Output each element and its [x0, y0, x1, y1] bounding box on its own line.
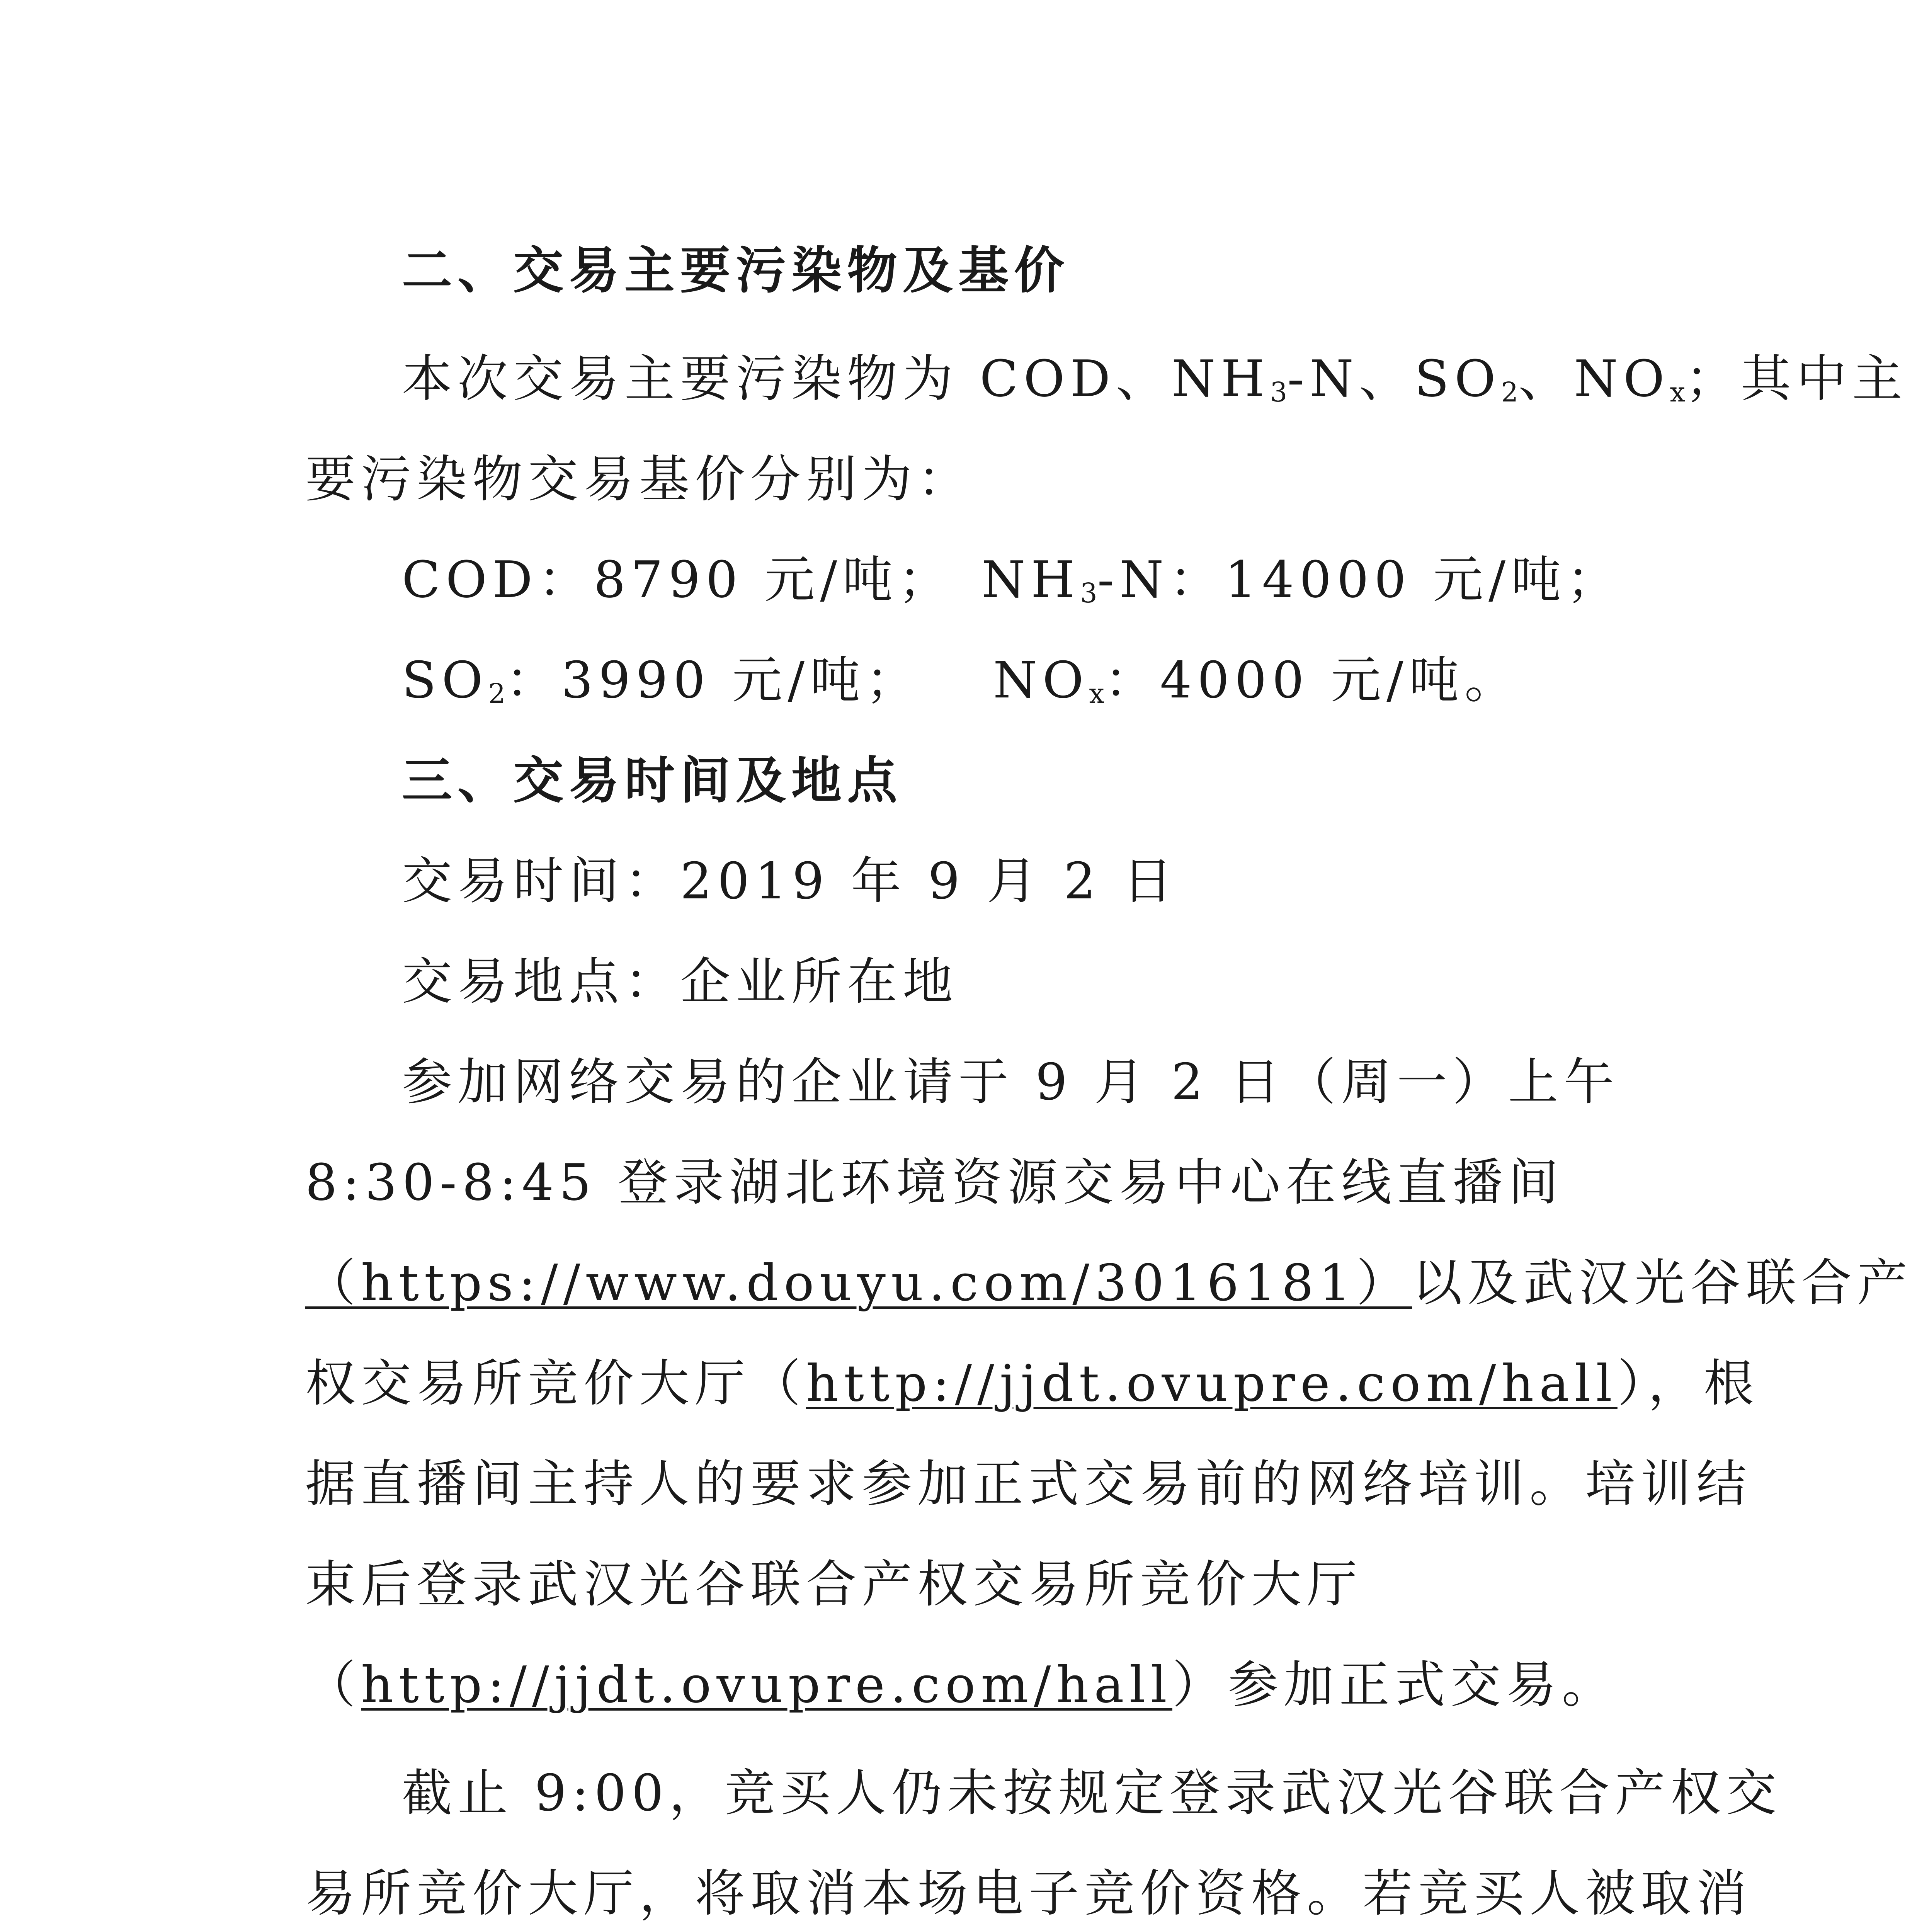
section3-p1-line3: （https://www.douyu.com/3016181）以及武汉光谷联合产 — [305, 1253, 1913, 1312]
bidding-hall-link-2[interactable]: http://jjdt.ovupre.com/hall — [361, 1655, 1172, 1714]
section3-p1-line5: 据直播间主持人的要求参加正式交易前的网络培训。培训结 — [305, 1454, 1752, 1513]
section2-heading: 二、交易主要污染物及基价 — [402, 241, 1070, 300]
trade-place: 交易地点：企业所在地 — [402, 952, 959, 1011]
price-so2: $SO_2$：3990 元/吨； — [402, 651, 922, 709]
section3-p2-line2: 易所竞价大厅，将取消本场电子竞价资格。若竞买人被取消 — [305, 1864, 1752, 1923]
price-nox: $NO_x$：4000 元/吨。 — [993, 651, 1520, 709]
section2-intro-line2: 要污染物交易基价分别为： — [305, 450, 973, 509]
section3-p1-line4: 权交易所竞价大厅（http://jjdt.ovupre.com/hall），根 — [305, 1354, 1759, 1413]
trade-time: 交易时间：2019 年 9 月 2 日 — [402, 852, 1178, 910]
section3-p1-line7: （http://jjdt.ovupre.com/hall）参加正式交易。 — [305, 1655, 1618, 1714]
section3-p1-line6: 束后登录武汉光谷联合产权交易所竞价大厅 — [305, 1555, 1363, 1614]
section3-p2-line1: 截止 9:00，竞买人仍未按规定登录武汉光谷联合产权交 — [402, 1764, 1782, 1822]
section2-intro-line1: 本次交易主要污染物为 COD、$NH_3-N$、$SO_2$、$NO_x$；其中主 — [402, 349, 1908, 408]
section3-heading: 三、交易时间及地点 — [402, 751, 903, 810]
douyu-live-link[interactable]: （https://www.douyu.com/3016181） — [305, 1253, 1412, 1312]
section3-p1-line2: 8:30-8:45 登录湖北环境资源交易中心在线直播间 — [305, 1153, 1564, 1212]
price-nh3n: $NH_3-N$：14000 元/吨； — [981, 550, 1623, 609]
section3-p1-line1: 参加网络交易的企业请于 9 月 2 日（周一）上午 — [402, 1053, 1619, 1111]
price-cod: COD：8790 元/吨； — [402, 550, 954, 609]
bidding-hall-link[interactable]: http://jjdt.ovupre.com/hall — [806, 1354, 1618, 1413]
